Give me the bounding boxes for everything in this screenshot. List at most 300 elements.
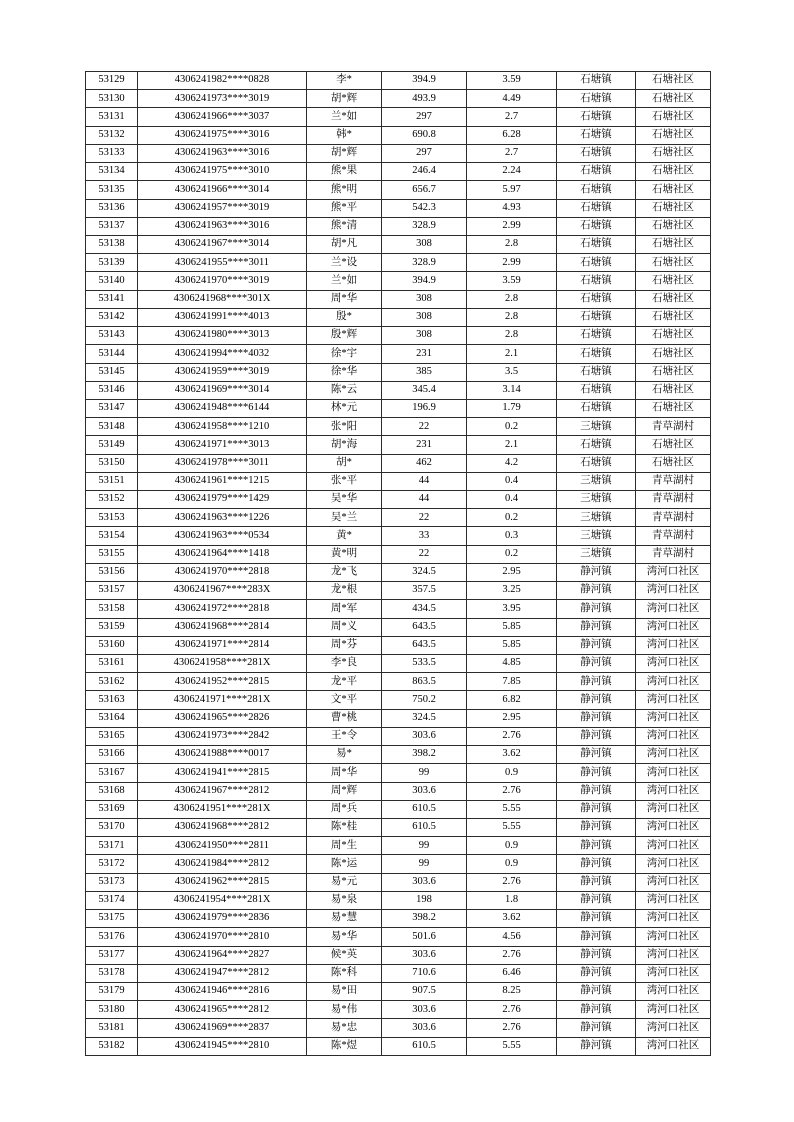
cell-amount: 324.5 bbox=[382, 709, 467, 727]
cell-town: 静河镇 bbox=[557, 618, 636, 636]
cell-rate: 2.8 bbox=[467, 235, 557, 253]
cell-idcard: 4306241978****3011 bbox=[138, 454, 307, 472]
cell-idcard: 4306241947****2812 bbox=[138, 964, 307, 982]
cell-village: 石塘社区 bbox=[636, 254, 711, 272]
cell-rate: 2.76 bbox=[467, 1019, 557, 1037]
cell-town: 石塘镇 bbox=[557, 163, 636, 181]
cell-amount: 303.6 bbox=[382, 873, 467, 891]
cell-village: 石塘社区 bbox=[636, 163, 711, 181]
cell-rate: 4.2 bbox=[467, 454, 557, 472]
cell-village: 湾河口社区 bbox=[636, 855, 711, 873]
cell-town: 静河镇 bbox=[557, 563, 636, 581]
cell-seq: 53151 bbox=[86, 472, 138, 490]
cell-idcard: 4306241980****3013 bbox=[138, 327, 307, 345]
cell-idcard: 4306241964****1418 bbox=[138, 545, 307, 563]
cell-rate: 5.55 bbox=[467, 1037, 557, 1055]
cell-seq: 53176 bbox=[86, 928, 138, 946]
cell-village: 湾河口社区 bbox=[636, 764, 711, 782]
cell-town: 石塘镇 bbox=[557, 217, 636, 235]
cell-rate: 5.85 bbox=[467, 636, 557, 654]
cell-seq: 53135 bbox=[86, 181, 138, 199]
cell-name: 徐*宇 bbox=[307, 345, 382, 363]
cell-name: 易* bbox=[307, 746, 382, 764]
cell-rate: 0.3 bbox=[467, 527, 557, 545]
cell-seq: 53157 bbox=[86, 582, 138, 600]
cell-amount: 303.6 bbox=[382, 727, 467, 745]
table-row bbox=[86, 1001, 711, 1019]
cell-amount: 231 bbox=[382, 345, 467, 363]
cell-name: 周*生 bbox=[307, 837, 382, 855]
cell-seq: 53171 bbox=[86, 837, 138, 855]
cell-rate: 3.62 bbox=[467, 910, 557, 928]
cell-amount: 196.9 bbox=[382, 399, 467, 417]
cell-amount: 394.9 bbox=[382, 72, 467, 90]
cell-name: 殷*辉 bbox=[307, 327, 382, 345]
cell-idcard: 4306241961****1215 bbox=[138, 472, 307, 490]
cell-village: 湾河口社区 bbox=[636, 891, 711, 909]
cell-amount: 750.2 bbox=[382, 691, 467, 709]
cell-idcard: 4306241963****3016 bbox=[138, 144, 307, 162]
table-row bbox=[86, 272, 711, 290]
cell-village: 石塘社区 bbox=[636, 272, 711, 290]
cell-rate: 2.8 bbox=[467, 290, 557, 308]
cell-name: 陈*科 bbox=[307, 964, 382, 982]
cell-amount: 462 bbox=[382, 454, 467, 472]
cell-name: 胡* bbox=[307, 454, 382, 472]
cell-amount: 610.5 bbox=[382, 1037, 467, 1055]
cell-village: 湾河口社区 bbox=[636, 600, 711, 618]
cell-idcard: 4306241945****2810 bbox=[138, 1037, 307, 1055]
cell-rate: 3.5 bbox=[467, 363, 557, 381]
cell-name: 徐*华 bbox=[307, 363, 382, 381]
cell-rate: 0.4 bbox=[467, 491, 557, 509]
table-row bbox=[86, 527, 711, 545]
cell-idcard: 4306241979****1429 bbox=[138, 491, 307, 509]
cell-town: 石塘镇 bbox=[557, 436, 636, 454]
cell-seq: 53141 bbox=[86, 290, 138, 308]
cell-seq: 53132 bbox=[86, 126, 138, 144]
cell-village: 湾河口社区 bbox=[636, 873, 711, 891]
cell-name: 龙*根 bbox=[307, 582, 382, 600]
cell-town: 石塘镇 bbox=[557, 72, 636, 90]
cell-seq: 53170 bbox=[86, 818, 138, 836]
cell-village: 石塘社区 bbox=[636, 72, 711, 90]
cell-name: 龙*飞 bbox=[307, 563, 382, 581]
cell-town: 石塘镇 bbox=[557, 199, 636, 217]
cell-rate: 3.59 bbox=[467, 272, 557, 290]
cell-name: 胡*辉 bbox=[307, 144, 382, 162]
cell-rate: 1.79 bbox=[467, 399, 557, 417]
cell-name: 周*华 bbox=[307, 764, 382, 782]
cell-town: 石塘镇 bbox=[557, 254, 636, 272]
cell-seq: 53165 bbox=[86, 727, 138, 745]
cell-amount: 643.5 bbox=[382, 618, 467, 636]
cell-village: 石塘社区 bbox=[636, 399, 711, 417]
cell-rate: 3.14 bbox=[467, 381, 557, 399]
cell-rate: 7.85 bbox=[467, 673, 557, 691]
cell-name: 陈*云 bbox=[307, 381, 382, 399]
table-row bbox=[86, 964, 711, 982]
cell-rate: 5.55 bbox=[467, 800, 557, 818]
cell-seq: 53161 bbox=[86, 655, 138, 673]
cell-idcard: 4306241968****2812 bbox=[138, 818, 307, 836]
cell-rate: 4.85 bbox=[467, 655, 557, 673]
cell-rate: 2.7 bbox=[467, 144, 557, 162]
cell-town: 石塘镇 bbox=[557, 235, 636, 253]
cell-idcard: 4306241946****2816 bbox=[138, 982, 307, 1000]
cell-idcard: 4306241973****3019 bbox=[138, 90, 307, 108]
cell-idcard: 4306241968****301X bbox=[138, 290, 307, 308]
cell-village: 青草湖村 bbox=[636, 472, 711, 490]
table-row bbox=[86, 928, 711, 946]
cell-amount: 533.5 bbox=[382, 655, 467, 673]
cell-rate: 1.8 bbox=[467, 891, 557, 909]
cell-idcard: 4306241970****2810 bbox=[138, 928, 307, 946]
table-row bbox=[86, 399, 711, 417]
table-row bbox=[86, 290, 711, 308]
cell-amount: 303.6 bbox=[382, 1019, 467, 1037]
table-row bbox=[86, 782, 711, 800]
cell-village: 青草湖村 bbox=[636, 491, 711, 509]
cell-rate: 3.95 bbox=[467, 600, 557, 618]
cell-town: 石塘镇 bbox=[557, 454, 636, 472]
cell-name: 胡*凡 bbox=[307, 235, 382, 253]
cell-town: 静河镇 bbox=[557, 727, 636, 745]
cell-name: 周*芬 bbox=[307, 636, 382, 654]
cell-seq: 53134 bbox=[86, 163, 138, 181]
table-row bbox=[86, 855, 711, 873]
cell-idcard: 4306241984****2812 bbox=[138, 855, 307, 873]
cell-amount: 385 bbox=[382, 363, 467, 381]
cell-village: 石塘社区 bbox=[636, 181, 711, 199]
cell-idcard: 4306241957****3019 bbox=[138, 199, 307, 217]
cell-idcard: 4306241958****281X bbox=[138, 655, 307, 673]
cell-village: 石塘社区 bbox=[636, 454, 711, 472]
cell-amount: 246.4 bbox=[382, 163, 467, 181]
table-row bbox=[86, 308, 711, 326]
cell-rate: 0.9 bbox=[467, 855, 557, 873]
table-row bbox=[86, 108, 711, 126]
table-row bbox=[86, 618, 711, 636]
cell-amount: 863.5 bbox=[382, 673, 467, 691]
cell-village: 湾河口社区 bbox=[636, 1019, 711, 1037]
cell-town: 静河镇 bbox=[557, 709, 636, 727]
cell-seq: 53136 bbox=[86, 199, 138, 217]
cell-seq: 53149 bbox=[86, 436, 138, 454]
cell-name: 陈*桂 bbox=[307, 818, 382, 836]
cell-rate: 2.24 bbox=[467, 163, 557, 181]
cell-rate: 4.93 bbox=[467, 199, 557, 217]
cell-name: 文*平 bbox=[307, 691, 382, 709]
cell-village: 湾河口社区 bbox=[636, 800, 711, 818]
cell-village: 湾河口社区 bbox=[636, 709, 711, 727]
cell-idcard: 4306241966****3037 bbox=[138, 108, 307, 126]
cell-rate: 2.8 bbox=[467, 327, 557, 345]
cell-seq: 53158 bbox=[86, 600, 138, 618]
cell-name: 周*兵 bbox=[307, 800, 382, 818]
cell-seq: 53180 bbox=[86, 1001, 138, 1019]
cell-town: 石塘镇 bbox=[557, 363, 636, 381]
cell-name: 胡*辉 bbox=[307, 90, 382, 108]
cell-village: 湾河口社区 bbox=[636, 1001, 711, 1019]
cell-rate: 2.95 bbox=[467, 563, 557, 581]
cell-town: 静河镇 bbox=[557, 855, 636, 873]
cell-amount: 22 bbox=[382, 545, 467, 563]
cell-amount: 907.5 bbox=[382, 982, 467, 1000]
cell-town: 石塘镇 bbox=[557, 381, 636, 399]
table-row bbox=[86, 800, 711, 818]
cell-village: 湾河口社区 bbox=[636, 1037, 711, 1055]
cell-idcard: 4306241971****281X bbox=[138, 691, 307, 709]
cell-seq: 53140 bbox=[86, 272, 138, 290]
cell-idcard: 4306241958****1210 bbox=[138, 418, 307, 436]
cell-name: 候*英 bbox=[307, 946, 382, 964]
cell-idcard: 4306241962****2815 bbox=[138, 873, 307, 891]
cell-idcard: 4306241969****3014 bbox=[138, 381, 307, 399]
cell-seq: 53175 bbox=[86, 910, 138, 928]
cell-town: 静河镇 bbox=[557, 746, 636, 764]
cell-rate: 2.76 bbox=[467, 727, 557, 745]
table-row bbox=[86, 217, 711, 235]
cell-amount: 308 bbox=[382, 235, 467, 253]
cell-amount: 610.5 bbox=[382, 818, 467, 836]
table-row bbox=[86, 818, 711, 836]
cell-village: 湾河口社区 bbox=[636, 818, 711, 836]
cell-town: 静河镇 bbox=[557, 964, 636, 982]
cell-amount: 643.5 bbox=[382, 636, 467, 654]
cell-seq: 53179 bbox=[86, 982, 138, 1000]
table-row bbox=[86, 436, 711, 454]
table-row bbox=[86, 1019, 711, 1037]
cell-idcard: 4306241941****2815 bbox=[138, 764, 307, 782]
cell-village: 石塘社区 bbox=[636, 235, 711, 253]
cell-seq: 53130 bbox=[86, 90, 138, 108]
cell-seq: 53174 bbox=[86, 891, 138, 909]
cell-rate: 2.76 bbox=[467, 946, 557, 964]
cell-seq: 53139 bbox=[86, 254, 138, 272]
cell-amount: 328.9 bbox=[382, 254, 467, 272]
cell-town: 静河镇 bbox=[557, 818, 636, 836]
cell-rate: 0.4 bbox=[467, 472, 557, 490]
cell-town: 三塘镇 bbox=[557, 418, 636, 436]
cell-amount: 610.5 bbox=[382, 800, 467, 818]
cell-seq: 53150 bbox=[86, 454, 138, 472]
cell-seq: 53131 bbox=[86, 108, 138, 126]
cell-idcard: 4306241968****2814 bbox=[138, 618, 307, 636]
cell-rate: 2.1 bbox=[467, 436, 557, 454]
table-row bbox=[86, 90, 711, 108]
cell-amount: 324.5 bbox=[382, 563, 467, 581]
cell-name: 兰*设 bbox=[307, 254, 382, 272]
cell-seq: 53146 bbox=[86, 381, 138, 399]
cell-name: 龙*平 bbox=[307, 673, 382, 691]
cell-rate: 5.55 bbox=[467, 818, 557, 836]
cell-amount: 434.5 bbox=[382, 600, 467, 618]
cell-village: 石塘社区 bbox=[636, 345, 711, 363]
cell-seq: 53173 bbox=[86, 873, 138, 891]
cell-amount: 303.6 bbox=[382, 782, 467, 800]
cell-town: 静河镇 bbox=[557, 655, 636, 673]
cell-town: 石塘镇 bbox=[557, 144, 636, 162]
cell-village: 湾河口社区 bbox=[636, 837, 711, 855]
table-row bbox=[86, 454, 711, 472]
cell-name: 周*军 bbox=[307, 600, 382, 618]
cell-village: 湾河口社区 bbox=[636, 691, 711, 709]
cell-amount: 308 bbox=[382, 308, 467, 326]
cell-idcard: 4306241948****6144 bbox=[138, 399, 307, 417]
cell-rate: 0.9 bbox=[467, 837, 557, 855]
cell-rate: 2.7 bbox=[467, 108, 557, 126]
cell-amount: 501.6 bbox=[382, 928, 467, 946]
cell-idcard: 4306241965****2812 bbox=[138, 1001, 307, 1019]
cell-town: 石塘镇 bbox=[557, 308, 636, 326]
cell-seq: 53129 bbox=[86, 72, 138, 90]
cell-idcard: 4306241979****2836 bbox=[138, 910, 307, 928]
cell-name: 易*华 bbox=[307, 928, 382, 946]
cell-idcard: 4306241963****0534 bbox=[138, 527, 307, 545]
table-row bbox=[86, 600, 711, 618]
cell-rate: 3.62 bbox=[467, 746, 557, 764]
cell-amount: 303.6 bbox=[382, 946, 467, 964]
cell-town: 静河镇 bbox=[557, 582, 636, 600]
cell-seq: 53147 bbox=[86, 399, 138, 417]
cell-village: 湾河口社区 bbox=[636, 782, 711, 800]
records-table bbox=[85, 71, 711, 1056]
cell-village: 青草湖村 bbox=[636, 527, 711, 545]
cell-idcard: 4306241950****2811 bbox=[138, 837, 307, 855]
cell-seq: 53177 bbox=[86, 946, 138, 964]
cell-name: 李*良 bbox=[307, 655, 382, 673]
cell-village: 湾河口社区 bbox=[636, 946, 711, 964]
cell-idcard: 4306241994****4032 bbox=[138, 345, 307, 363]
cell-rate: 2.99 bbox=[467, 254, 557, 272]
cell-village: 石塘社区 bbox=[636, 290, 711, 308]
cell-name: 周*华 bbox=[307, 290, 382, 308]
cell-village: 石塘社区 bbox=[636, 217, 711, 235]
table-row bbox=[86, 709, 711, 727]
cell-rate: 2.8 bbox=[467, 308, 557, 326]
cell-village: 湾河口社区 bbox=[636, 910, 711, 928]
cell-town: 三塘镇 bbox=[557, 491, 636, 509]
cell-amount: 297 bbox=[382, 108, 467, 126]
cell-amount: 328.9 bbox=[382, 217, 467, 235]
cell-seq: 53148 bbox=[86, 418, 138, 436]
table-row bbox=[86, 636, 711, 654]
cell-amount: 308 bbox=[382, 290, 467, 308]
cell-town: 石塘镇 bbox=[557, 399, 636, 417]
cell-town: 石塘镇 bbox=[557, 345, 636, 363]
cell-idcard: 4306241988****0017 bbox=[138, 746, 307, 764]
cell-name: 王*令 bbox=[307, 727, 382, 745]
table-row bbox=[86, 691, 711, 709]
cell-village: 湾河口社区 bbox=[636, 982, 711, 1000]
cell-idcard: 4306241973****2842 bbox=[138, 727, 307, 745]
cell-seq: 53137 bbox=[86, 217, 138, 235]
table-row bbox=[86, 946, 711, 964]
cell-village: 湾河口社区 bbox=[636, 655, 711, 673]
table-row bbox=[86, 873, 711, 891]
cell-rate: 6.46 bbox=[467, 964, 557, 982]
cell-village: 石塘社区 bbox=[636, 126, 711, 144]
cell-village: 湾河口社区 bbox=[636, 618, 711, 636]
cell-village: 湾河口社区 bbox=[636, 727, 711, 745]
cell-idcard: 4306241970****2818 bbox=[138, 563, 307, 581]
cell-amount: 297 bbox=[382, 144, 467, 162]
table-row bbox=[86, 727, 711, 745]
cell-town: 石塘镇 bbox=[557, 181, 636, 199]
cell-rate: 2.95 bbox=[467, 709, 557, 727]
table-row bbox=[86, 345, 711, 363]
cell-amount: 44 bbox=[382, 472, 467, 490]
table-row bbox=[86, 126, 711, 144]
cell-rate: 0.2 bbox=[467, 418, 557, 436]
cell-rate: 6.82 bbox=[467, 691, 557, 709]
table-body bbox=[86, 72, 711, 1056]
cell-rate: 0.9 bbox=[467, 764, 557, 782]
cell-town: 静河镇 bbox=[557, 782, 636, 800]
cell-idcard: 4306241951****281X bbox=[138, 800, 307, 818]
cell-seq: 53169 bbox=[86, 800, 138, 818]
cell-name: 林*元 bbox=[307, 399, 382, 417]
cell-town: 静河镇 bbox=[557, 636, 636, 654]
cell-amount: 22 bbox=[382, 509, 467, 527]
cell-name: 陈*煜 bbox=[307, 1037, 382, 1055]
table-row bbox=[86, 764, 711, 782]
cell-name: 易*元 bbox=[307, 873, 382, 891]
table-row bbox=[86, 418, 711, 436]
cell-amount: 308 bbox=[382, 327, 467, 345]
cell-town: 静河镇 bbox=[557, 600, 636, 618]
cell-idcard: 4306241967****283X bbox=[138, 582, 307, 600]
cell-name: 黄* bbox=[307, 527, 382, 545]
table-row bbox=[86, 381, 711, 399]
cell-name: 易*伟 bbox=[307, 1001, 382, 1019]
cell-amount: 99 bbox=[382, 764, 467, 782]
cell-town: 三塘镇 bbox=[557, 545, 636, 563]
cell-town: 静河镇 bbox=[557, 1037, 636, 1055]
table-row bbox=[86, 254, 711, 272]
cell-name: 兰*如 bbox=[307, 108, 382, 126]
cell-seq: 53166 bbox=[86, 746, 138, 764]
cell-amount: 394.9 bbox=[382, 272, 467, 290]
table-row bbox=[86, 582, 711, 600]
cell-rate: 2.1 bbox=[467, 345, 557, 363]
cell-name: 胡*海 bbox=[307, 436, 382, 454]
cell-idcard: 4306241959****3019 bbox=[138, 363, 307, 381]
cell-idcard: 4306241991****4013 bbox=[138, 308, 307, 326]
cell-village: 石塘社区 bbox=[636, 363, 711, 381]
cell-rate: 0.2 bbox=[467, 545, 557, 563]
cell-town: 静河镇 bbox=[557, 946, 636, 964]
cell-amount: 44 bbox=[382, 491, 467, 509]
table-row bbox=[86, 144, 711, 162]
cell-amount: 690.8 bbox=[382, 126, 467, 144]
cell-idcard: 4306241952****2815 bbox=[138, 673, 307, 691]
cell-town: 静河镇 bbox=[557, 673, 636, 691]
cell-town: 静河镇 bbox=[557, 910, 636, 928]
cell-rate: 4.49 bbox=[467, 90, 557, 108]
cell-name: 易*田 bbox=[307, 982, 382, 1000]
cell-rate: 5.85 bbox=[467, 618, 557, 636]
cell-town: 静河镇 bbox=[557, 837, 636, 855]
cell-amount: 22 bbox=[382, 418, 467, 436]
cell-amount: 198 bbox=[382, 891, 467, 909]
cell-town: 石塘镇 bbox=[557, 272, 636, 290]
cell-seq: 53168 bbox=[86, 782, 138, 800]
cell-amount: 33 bbox=[382, 527, 467, 545]
table-row bbox=[86, 545, 711, 563]
cell-town: 石塘镇 bbox=[557, 327, 636, 345]
